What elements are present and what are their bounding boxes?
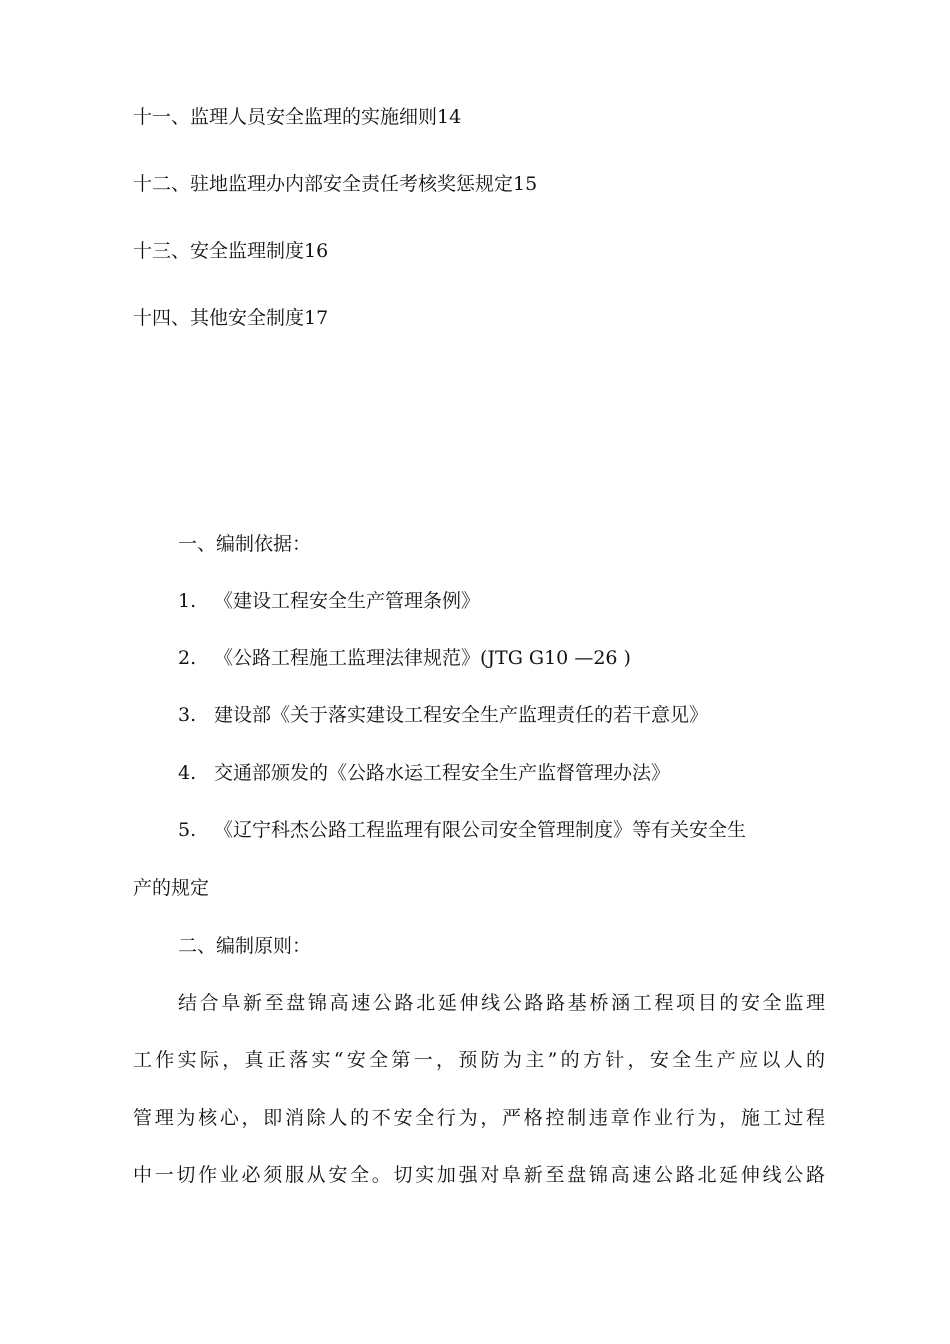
list-item-number: 3. [178, 704, 197, 726]
list-item-text: 交通部颁发的《公路水运工程安全生产监督管理办法》 [214, 762, 671, 784]
section-heading-principles: 二、编制原则： [178, 935, 312, 957]
list-item [178, 761, 670, 785]
toc-entry-14: 十四、其他安全制度17 [133, 307, 329, 329]
list-item [178, 646, 631, 670]
list-item-text: 建设部《关于落实建设工程安全生产监理责任的若干意见》 [214, 704, 709, 726]
paragraph-line: 管理为核心，即消除人的不安全行为，严格控制违章作业行为，施工过程 [133, 1107, 825, 1129]
list-item-number: 5. [178, 819, 197, 841]
toc-entry-12: 十二、驻地监理办内部安全责任考核奖惩规定15 [133, 173, 538, 195]
list-item-number: 2. [178, 647, 197, 669]
list-item-text: 《辽宁科杰公路工程监理有限公司安全管理制度》等有关安全生 [214, 819, 747, 841]
section-heading-basis: 一、编制依据： [178, 533, 312, 555]
list-item-number: 1. [178, 590, 197, 612]
paragraph-line: 工作实际，真正落实“安全第一，预防为主”的方针，安全生产应以人的 [133, 1049, 825, 1071]
paragraph-line: 结合阜新至盘锦高速公路北延伸线公路路基桥涵工程项目的安全监理 [178, 992, 825, 1014]
list-item-text: 《公路工程施工监理法律规范》(JTG G10 —26 ) [214, 647, 631, 669]
list-item [178, 589, 480, 613]
list-item [178, 818, 746, 842]
toc-entry-11: 十一、监理人员安全监理的实施细则14 [133, 106, 462, 128]
list-item-continuation: 产的规定 [133, 877, 210, 899]
paragraph-line: 中一切作业必须服从安全。切实加强对阜新至盘锦高速公路北延伸线公路 [133, 1164, 825, 1186]
list-item [178, 703, 708, 727]
list-item-number: 4. [178, 762, 197, 784]
list-item-text: 《建设工程安全生产管理条例》 [214, 590, 481, 612]
toc-entry-13: 十三、安全监理制度16 [133, 240, 329, 262]
